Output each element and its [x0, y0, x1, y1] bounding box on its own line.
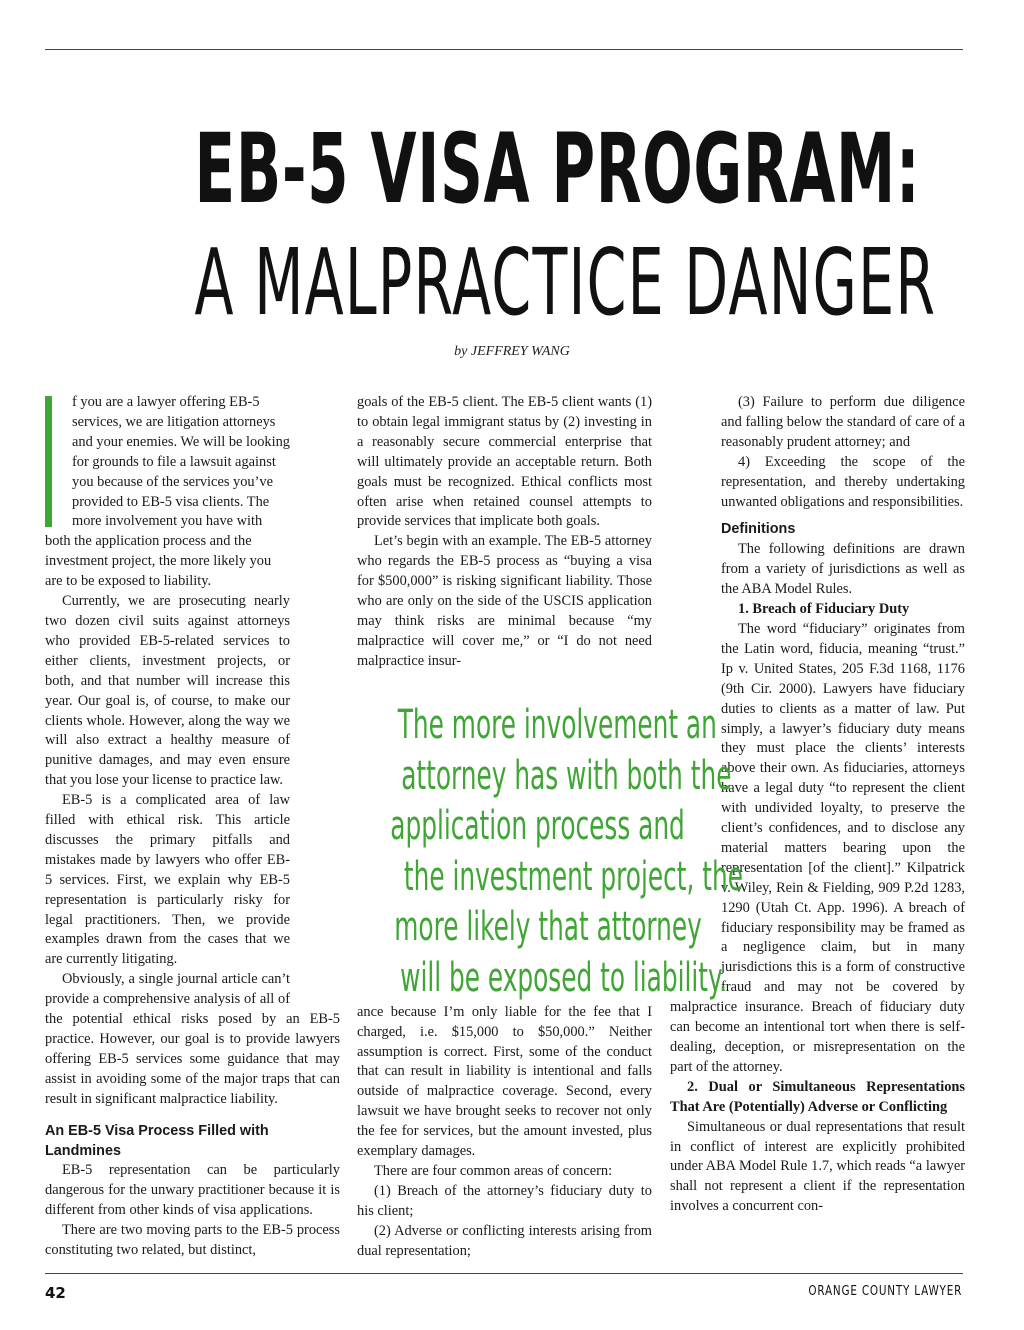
publication-name: ORANGE COUNTY LAWYER — [808, 1284, 962, 1299]
section-heading: An EB-5 Visa Process Filled with Landmines — [45, 1122, 269, 1159]
paragraph: ance because I’m only liable for the fee that I charged, i.e. $15,000 to $50,000.” Neither assumption is correct. First, some of the conduct that can result in liability is intentional and falls outside of malpractice coverage. Second, every lawsuit we have brought seeks to recover not only the fee for services, but the amount invested, plus exemplary damages. — [357, 1003, 652, 1160]
drop-cap-bar — [45, 396, 52, 527]
paragraph: There are four common areas of concern: — [374, 1162, 613, 1179]
paragraph: EB-5 is a complicated area of law filled with ethical risk. This article discusses the primary pitfalls and mistakes made by lawyers who offer EB-5 services. First, we explain why EB-5 representation is particularly risky for legal practitioners. Then, we provide examples drawn from the cases that we are currently litigating. — [45, 792, 290, 968]
pull-quote-line: the investment project, the — [403, 853, 743, 900]
pull-quote-line: will be exposed to liability. — [400, 954, 728, 1001]
pull-quote-line: more likely that attorney — [394, 904, 702, 950]
page-number: 42 — [45, 1284, 66, 1302]
pull-quote — [300, 700, 743, 1003]
paragraph: Simultaneous or dual representations that result in conflict of interest are explicitly prohibited under ABA Model Rule 1.7, which reads “a lawyer shall not represent a client if the representation involves a concurrent con- — [670, 1118, 965, 1215]
bottom-rule — [45, 1273, 963, 1274]
paragraph: The word “fiduciary” originates from the Latin word, fiducia, meaning “trust.” Ip v. United States, 205 F.3d 1168, 1176 (9th Cir. 2000). Lawyers have fiduciary duties to clients as a matter of law. Put simply, a lawyer’s fiduciary duty means they must place the clients’ interests above their own. As fiduciaries, attorneys have a legal duty “to represent the client with undivided loyalty, to preserve the client’s confidences, and to disclose any material matters bearing upon the representation [of the client].” Kilpatrick v. Wiley, Rein & Fielding, 909 P.2d 1283, 1290 (Utah Ct. App. 1996). A breach of fiduciary responsibility may be framed as a negligence claim, but in many jurisdictions this is a form of constructive fraud and may not be covered by malpractice insurance. Breach of fiduciary duty can become an intentional tort when there is self-dealing, deception, or misrepresentation on the part of the attorney. — [670, 620, 965, 1075]
paragraph: Let’s begin with an example. The EB-5 attorney who regards the EB-5 process as “buying a visa for $500,000” is risking significant liability. Those who are only on the side of the USCIS application may think risks are minimal because “my malpractice will cover me,” or “I do not need malpractice insur- — [357, 533, 652, 669]
section-heading: Definitions — [721, 521, 796, 538]
top-rule — [45, 49, 963, 50]
subsection-heading: 2. Dual or Simultaneous Representations That Are (Potentially) Adverse or Conflicting — [670, 1078, 965, 1115]
paragraph: The following definitions are drawn from a variety of jurisdictions as well as the ABA Model Rules. — [721, 541, 965, 598]
column-1 — [45, 393, 340, 1261]
subsection-heading: 1. Breach of Fiduciary Duty — [738, 601, 910, 618]
byline: by JEFFREY WANG — [454, 344, 570, 359]
pull-quote-line: The more involvement an — [397, 702, 717, 748]
paragraph: f you are a lawyer offering EB-5 services, we are litigation attorneys and your enemies. We will be looking for grounds to file a lawsuit against you because of the services you’ve provided to EB-5 visa clients. The more involvement you have with both the application process and the investment project, the more likely you are to be exposed to liability. — [45, 394, 290, 590]
paragraph: (3) Failure to perform due diligence and falling below the standard of care of a reasonably prudent attorney; and — [721, 394, 965, 450]
paragraph: Currently, we are prosecuting nearly two dozen civil suits against attorneys who provided EB-5-related services to either clients, investment projects, or both, and that number will increase this year. Our goal is, of course, to make our clients whole. However, along the way we will also extract a healthy measure of punitive damages, and may even ensure that you lose your license to practice law. — [45, 593, 290, 789]
paragraph: 4) Exceeding the scope of the representation, and thereby undertaking unwanted obligations and responsibilities. — [721, 453, 965, 510]
article-title-line1: EB-5 VISA PROGRAM: — [194, 113, 921, 225]
article-title-line2: A MALPRACTICE DANGER — [194, 229, 937, 336]
pull-quote-line: attorney has with both the — [401, 752, 732, 799]
paragraph: Obviously, a single journal article can’t provide a comprehensive analysis of all of the potential ethical risks posed by an EB-5 practice. However, our goal is to provide lawyers offering EB-5 services some guidance that may assist in avoiding some of the major traps that can result in significant malpractice liability. — [45, 971, 340, 1107]
paragraph: goals of the EB-5 client. The EB-5 client wants (1) to obtain legal immigrant status by (2) investing in a reasonably secure commercial enterprise that will ultimately provide an acceptable return. Both goals must be recognized. Ethical conflicts most often arise when retained counsel attempts to provide services that implicate both goals. — [357, 394, 652, 530]
paragraph: There are two moving parts to the EB-5 process constituting two related, but distinct, — [45, 1222, 340, 1259]
paragraph: (2) Adverse or conflicting interests arising from dual representation; — [357, 1222, 652, 1259]
pull-quote-line: application process and — [390, 803, 685, 849]
paragraph: (1) Breach of the attorney’s fiduciary duty to his client; — [357, 1182, 652, 1219]
paragraph: EB-5 representation can be particularly dangerous for the unwary practitioner because it is different from other kinds of visa applications. — [45, 1162, 340, 1219]
